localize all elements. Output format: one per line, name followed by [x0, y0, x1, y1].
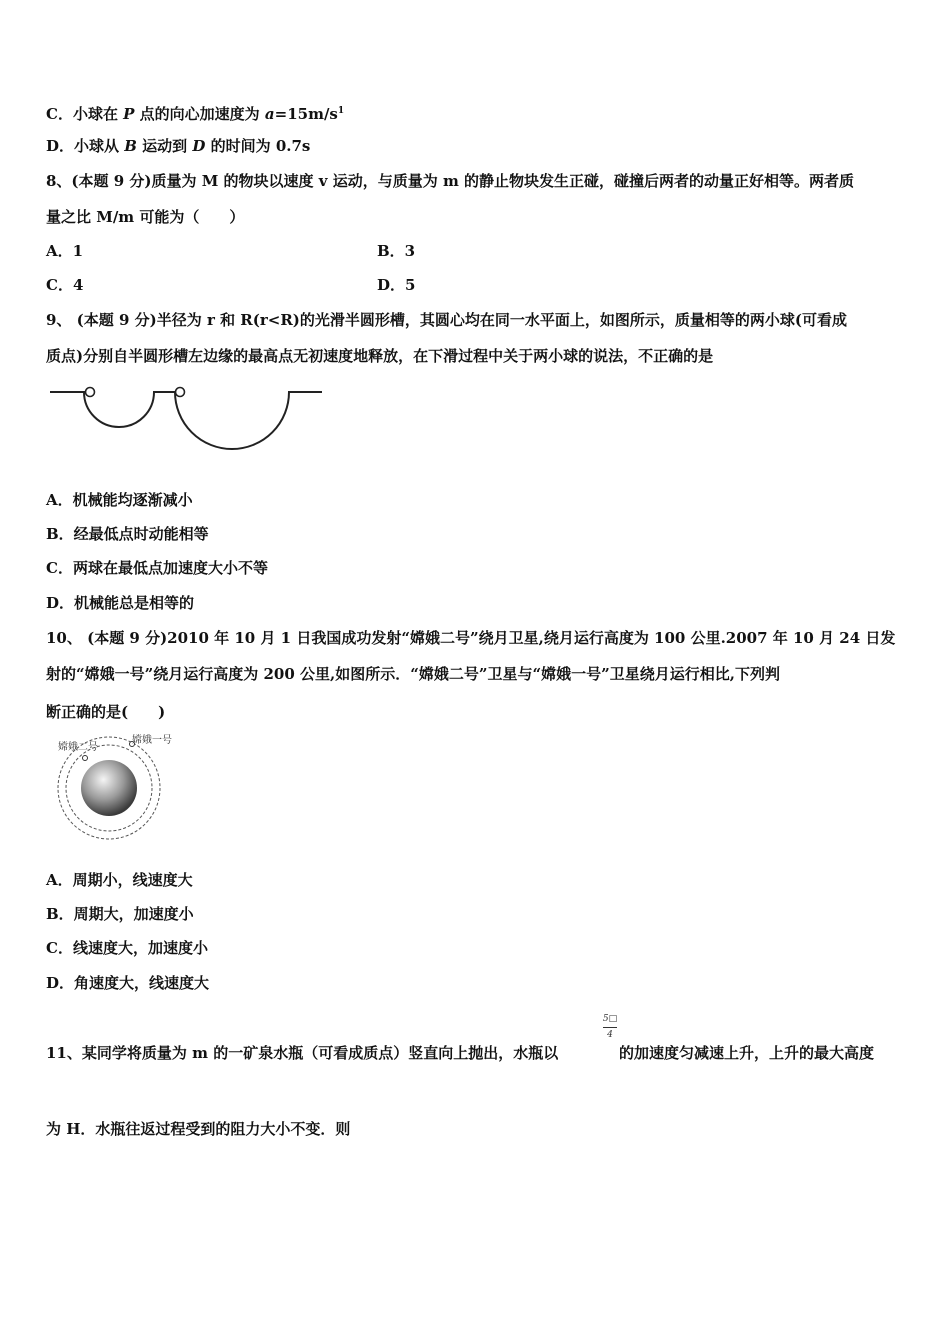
- q7-option-d-prefix: D．小球从: [46, 137, 125, 155]
- large-ball: [176, 388, 185, 397]
- q8-option-d: D．5: [377, 276, 416, 294]
- q9-stem-line2: 质点)分别自半圆形槽左边缘的最高点无初速度地释放，在下滑过程中关于两小球的说法，不正确的是: [46, 347, 714, 365]
- q11-fraction-denominator: 4: [607, 1030, 613, 1040]
- semicircular-grooves-diagram: [50, 382, 325, 454]
- q7-option-c-mid: 点的向心加速度为: [134, 105, 265, 123]
- label-chang-e-2: 嫦娥二号: [58, 742, 98, 753]
- q10-option-a: A．周期小，线速度大: [46, 871, 193, 889]
- q9-option-b: B．经最低点时动能相等: [46, 525, 209, 543]
- satellite-chang-e-2: [83, 756, 88, 761]
- q8-stem-line2: 量之比 M/m 可能为（ ）: [46, 208, 245, 226]
- q11-stem-line1-part1: 11、某同学将质量为 m 的一矿泉水瓶（可看成质点）竖直向上抛出，水瓶以: [46, 1044, 559, 1062]
- moon: [81, 760, 137, 816]
- q9-option-d: D．机械能总是相等的: [46, 594, 195, 612]
- q9-option-a: A．机械能均逐渐减小: [46, 491, 193, 509]
- q7-option-c-value: =15m/s: [274, 105, 338, 123]
- q8-option-b: B．3: [377, 242, 416, 260]
- q8-option-a: A．1: [46, 242, 84, 260]
- q7-option-c-point: P: [123, 105, 135, 123]
- q7-option-c: [46, 100, 344, 125]
- q9-stem-line1: 9、 (本题 9 分)半径为 r 和 R(r<R)的光滑半圆形槽，其圆心均在同一水平面上，如图所示，质量相等的两小球(可看成: [46, 311, 848, 329]
- q7-option-c-prefix: C．小球在: [46, 105, 124, 123]
- q7-option-c-exponent: 1: [337, 106, 345, 116]
- small-ball: [86, 388, 95, 397]
- label-chang-e-1: 嫦娥一号: [132, 735, 172, 746]
- q11-fraction-numerator: 5□: [602, 1014, 618, 1024]
- lunar-orbit-diagram: [52, 733, 192, 845]
- q7-option-c-var: a: [264, 105, 275, 123]
- q11-fraction-bar: [603, 1027, 617, 1028]
- q10-stem-line1: 10、 (本题 9 分)2010 年 10 月 1 日我国成功发射“嫦娥二号”绕月卫星,绕月运行高度为 100 公里.2007 年 10 月 24 日发: [46, 629, 896, 647]
- q7-option-d-point-d: D: [192, 137, 206, 155]
- q10-stem-line2: 射的“嫦娥一号”绕月运行高度为 200 公里,如图所示．“嫦娥二号”卫星与“嫦娥一号”卫星绕月运行相比,下列判: [46, 665, 780, 683]
- q11-stem-line1-part2: 的加速度匀减速上升，上升的最大高度: [619, 1044, 875, 1062]
- q7-option-d: [46, 135, 310, 157]
- q10-option-b: B．周期大，加速度小: [46, 905, 194, 923]
- q10-stem-line3: 断正确的是( ): [46, 703, 166, 721]
- q9-option-c: C．两球在最低点加速度大小不等: [46, 559, 268, 577]
- q11-stem-line2: 为 H．水瓶往返过程受到的阻力大小不变．则: [46, 1120, 351, 1138]
- q7-option-d-suffix: 的时间为 0.7s: [205, 137, 311, 155]
- q7-option-d-mid: 运动到: [136, 137, 193, 155]
- q8-stem-line1: 8、(本题 9 分)质量为 M 的物块以速度 v 运动，与质量为 m 的静止物块发生正碰，碰撞后两者的动量正好相等。两者质: [46, 172, 855, 190]
- q8-option-c: C．4: [46, 276, 84, 294]
- q10-option-c: C．线速度大，加速度小: [46, 939, 208, 957]
- q7-option-d-point-b: B: [124, 137, 137, 155]
- q10-option-d: D．角速度大，线速度大: [46, 974, 210, 992]
